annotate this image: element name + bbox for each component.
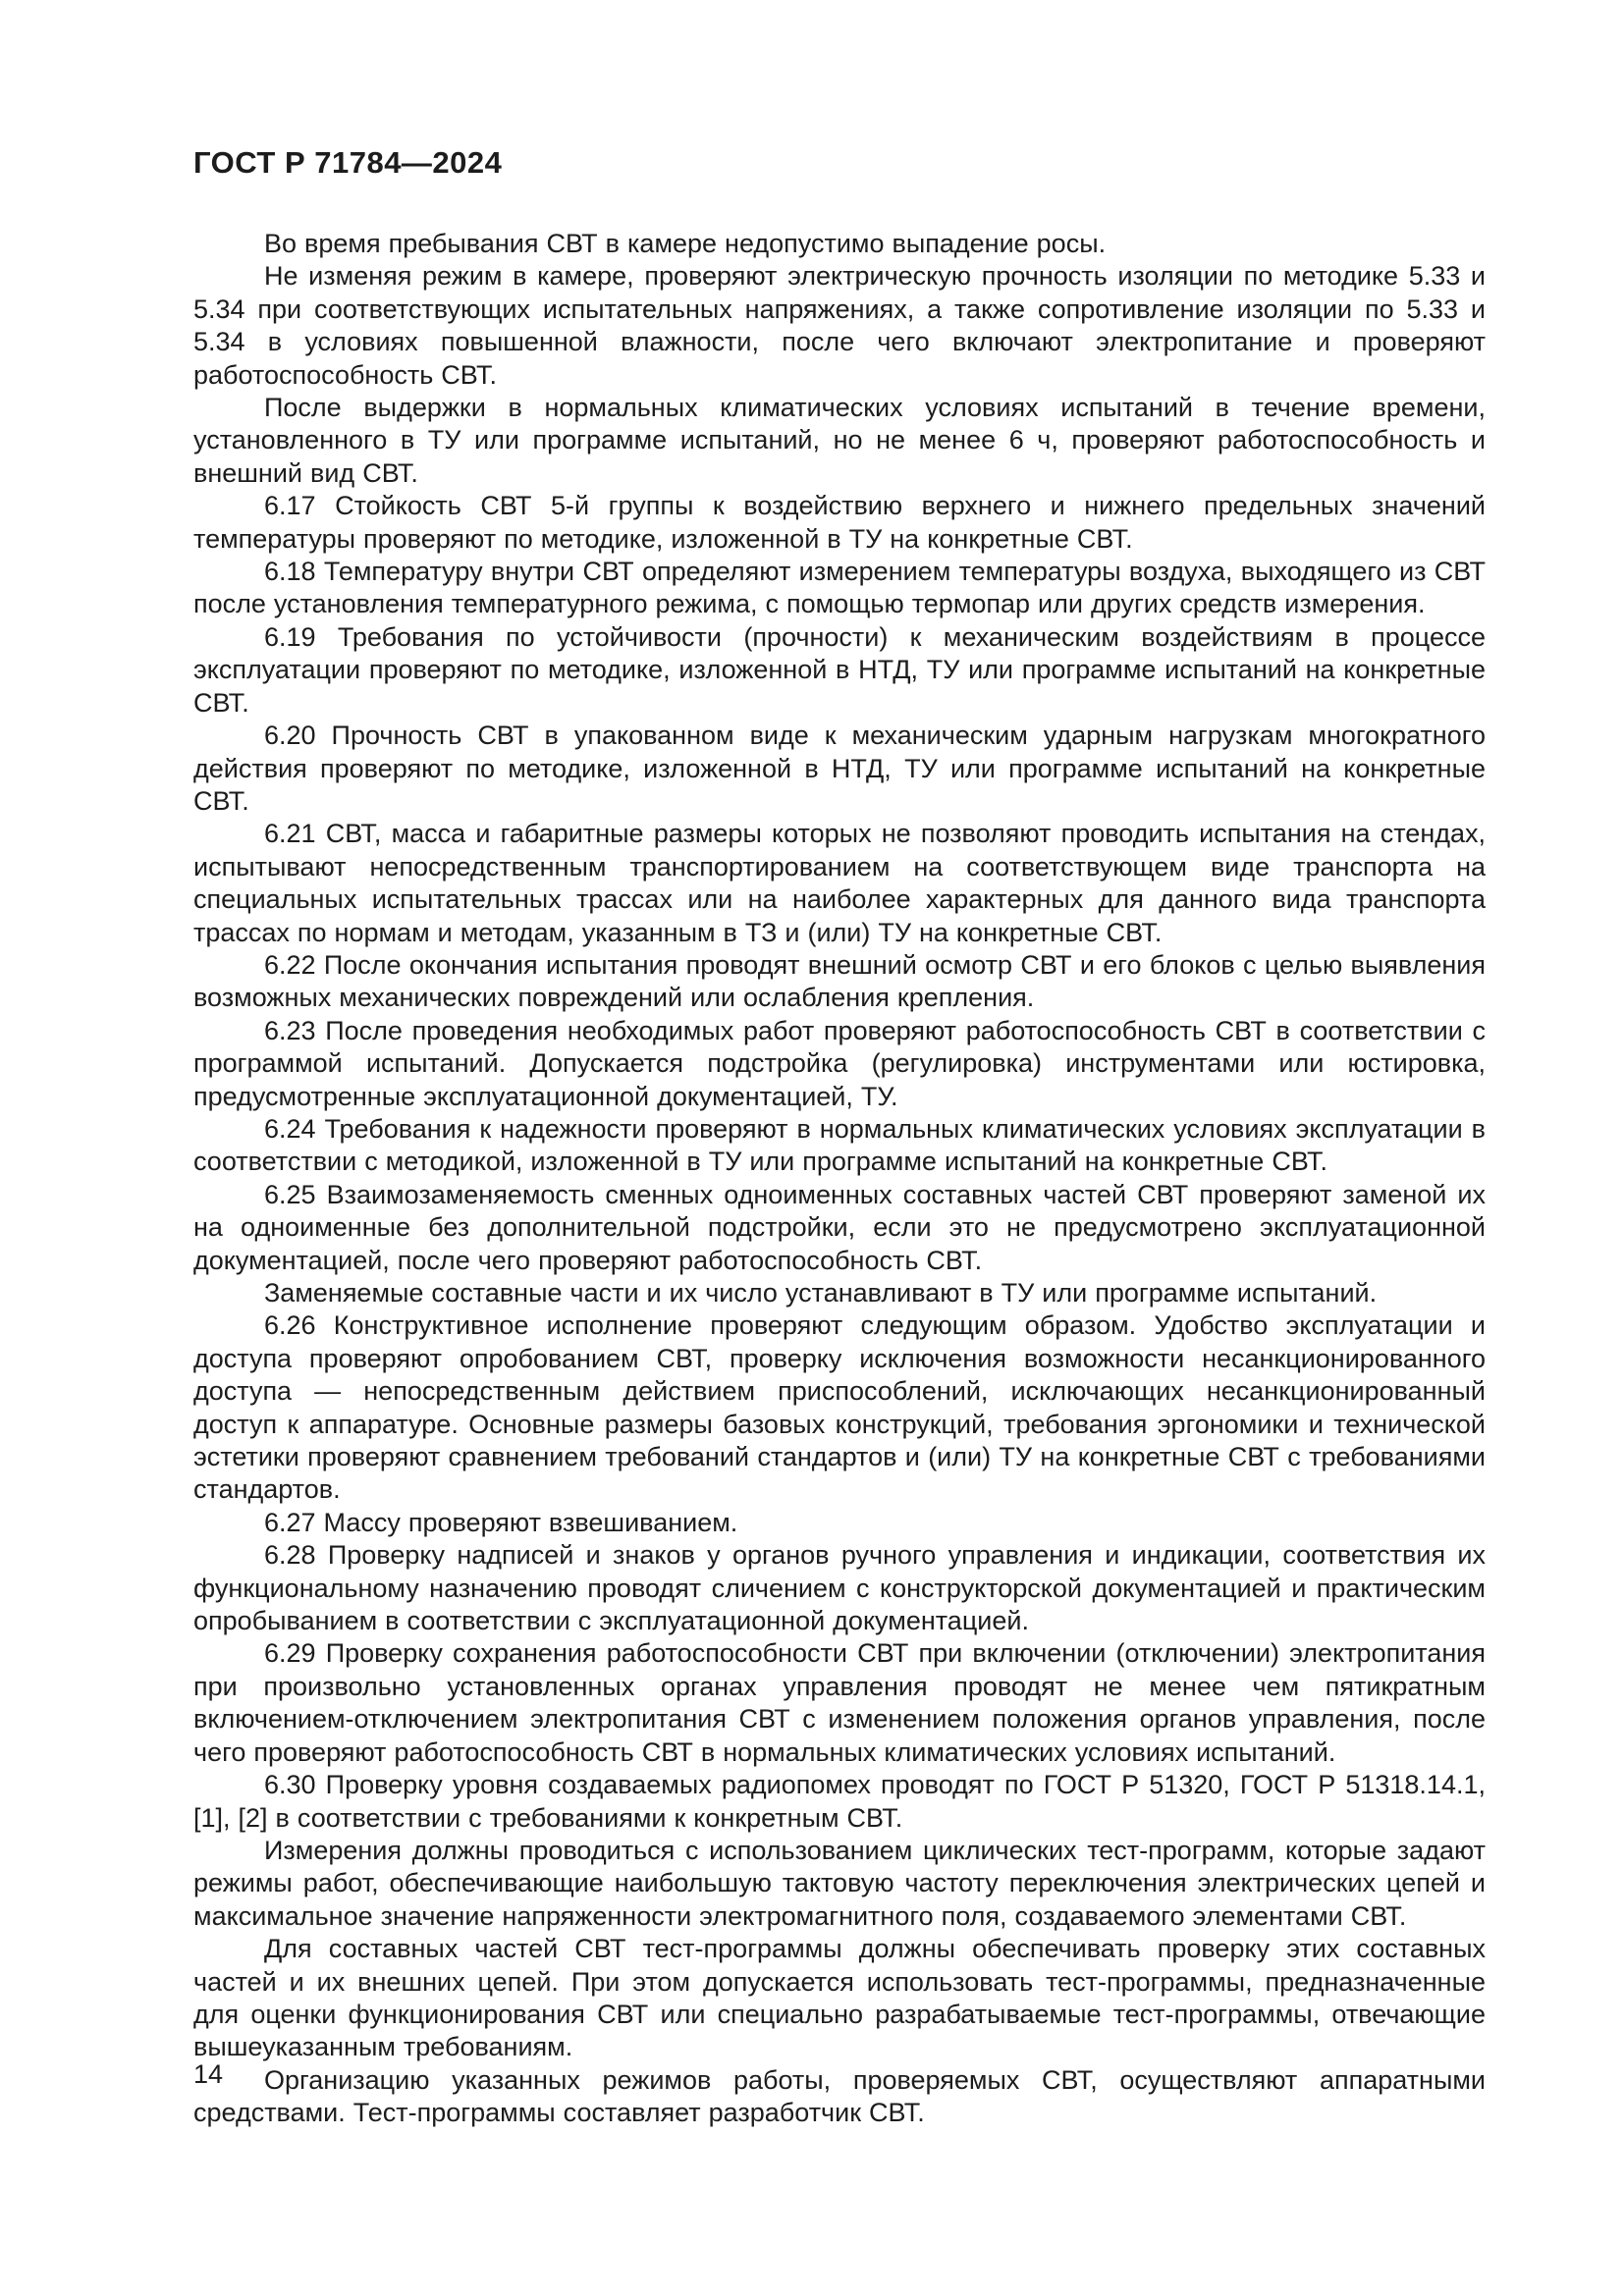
paragraph: 6.21 СВТ, масса и габаритные размеры которых не позволяют проводить испытания на стендах, испытывают непосредственным транспортированием на соответствующем виде транспорта на специальных испытательных трассах или на наиболее характерных для данного вида транспорта трассах по нормам и методам, указанным в ТЗ и (или) ТУ на конкретные СВТ.: [193, 819, 1486, 947]
paragraph: 6.18 Температуру внутри СВТ определяют измерением температуры воздуха, выходящего из СВТ после установления температурного режима, с помощью термопар или других средств измерения.: [193, 557, 1486, 619]
page-number: 14: [193, 2059, 224, 2089]
paragraph: 6.19 Требования по устойчивости (прочности) к механическим воздействиям в процессе эксплуатации проверяют по методике, изложенной в НТД, ТУ или программе испытаний на конкретные СВТ.: [193, 621, 1486, 718]
paragraph: 6.26 Конструктивное исполнение проверяют следующим образом. Удобство эксплуатации и доступа проверяют опробованием СВТ, проверку исключения возможности несанкционированного доступа — непосредственным действием приспособлений, исключающих несанкционированный доступ к аппаратуре. Основные размеры базовых конструкций, требования эргономики и технической эстетики проверяют сравнением требований стандартов и (или) ТУ на конкретные СВТ с требованиями стандартов.: [193, 1310, 1486, 1505]
paragraph: Во время пребывания СВТ в камере недопустимо выпадение росы.: [264, 229, 1107, 258]
paragraph: 6.30 Проверку уровня создаваемых радиопомех проводят по ГОСТ Р 51320, ГОСТ Р 51318.14.1, [1], [2] в соответствии с требованиями к конкретным СВТ.: [193, 1770, 1486, 1833]
paragraph: Не изменяя режим в камере, проверяют электрическую прочность изоляции по методике 5.33 и 5.34 при соответствующих испытательных напряжениях, а также сопротивление изоляции по 5.33 и 5.34 в условиях повышенной влажности, после чего включают электропитание и проверяют работоспособность СВТ.: [193, 261, 1486, 390]
paragraph: Организацию указанных режимов работы, проверяемых СВТ, осуществляют аппаратными средствами. Тест-программы составляет разработчик СВТ.: [193, 2064, 1486, 2128]
paragraph: 6.29 Проверку сохранения работоспособности СВТ при включении (отключении) электропитания при произвольно установленных органах управления проводят не менее чем пятикратным включением-отключением электропитания СВТ с изменением положения органов управления, после чего проверяют работоспособность СВТ в нормальных климатических условиях испытаний.: [193, 1638, 1486, 1767]
paragraph: 6.22 После окончания испытания проводят внешний осмотр СВТ и его блоков с целью выявления возможных механических повреждений или ослабления крепления.: [193, 949, 1486, 1013]
paragraph: 6.27 Массу проверяют взвешиванием.: [264, 1507, 738, 1537]
paragraph: После выдержки в нормальных климатических условиях испытаний в течение времени, установленного в ТУ или программе испытаний, но не менее 6 ч, проверяют работоспособность и внешний вид СВТ.: [193, 393, 1486, 488]
paragraph: 6.17 Стойкость СВТ 5-й группы к воздействию верхнего и нижнего предельных значений температуры проверяют по методике, изложенной в ТУ на конкретные СВТ.: [193, 491, 1486, 554]
paragraph: 6.24 Требования к надежности проверяют в нормальных климатических условиях эксплуатации в соответствии с методикой, изложенной в ТУ или программе испытаний на конкретные СВТ.: [193, 1113, 1486, 1177]
paragraph: Измерения должны проводиться с использованием циклических тест-программ, которые задают режимы работ, обеспечивающие наибольшую тактовую частоту переключения электрических цепей и максимальное значение напряженности электромагнитного поля, создаваемого элементами СВТ.: [193, 1835, 1486, 1931]
paragraph: Заменяемые составные части и их число устанавливают в ТУ или программе испытаний.: [264, 1278, 1378, 1308]
document-standard-number: ГОСТ Р 71784—2024: [193, 145, 503, 180]
paragraph: 6.25 Взаимозаменяемость сменных одноименных составных частей СВТ проверяют заменой их на одноименные без дополнительной подстройки, если это не предусмотрено эксплуатационной документацией, после чего проверяют работоспособность СВТ.: [193, 1179, 1486, 1275]
paragraph: 6.23 После проведения необходимых работ проверяют работоспособность СВТ в соответствии с программой испытаний. Допускается подстройка (регулировка) инструментами или юстировка, предусмотренные эксплуатационной документацией, ТУ.: [193, 1015, 1486, 1111]
paragraph: Для составных частей СВТ тест-программы должны обеспечивать проверку этих составных частей и их внешних цепей. При этом допускается использовать тест-программы, предназначенные для оценки функционирования СВТ или специально разрабатываемые тест-программы, отвечающие вышеуказанным требованиям.: [193, 1934, 1486, 2062]
paragraph: 6.28 Проверку надписей и знаков у органов ручного управления и индикации, соответствия их функциональному назначению проводят сличением с конструкторской документацией и практическим опробыванием в соответствии с эксплуатационной документацией.: [193, 1540, 1486, 1636]
paragraph: 6.20 Прочность СВТ в упакованном виде к механическим ударным нагрузкам многократного действия проверяют по методике, изложенной в НТД, ТУ или программе испытаний на конкретные СВТ.: [193, 721, 1486, 816]
document-body: [193, 228, 1486, 2130]
